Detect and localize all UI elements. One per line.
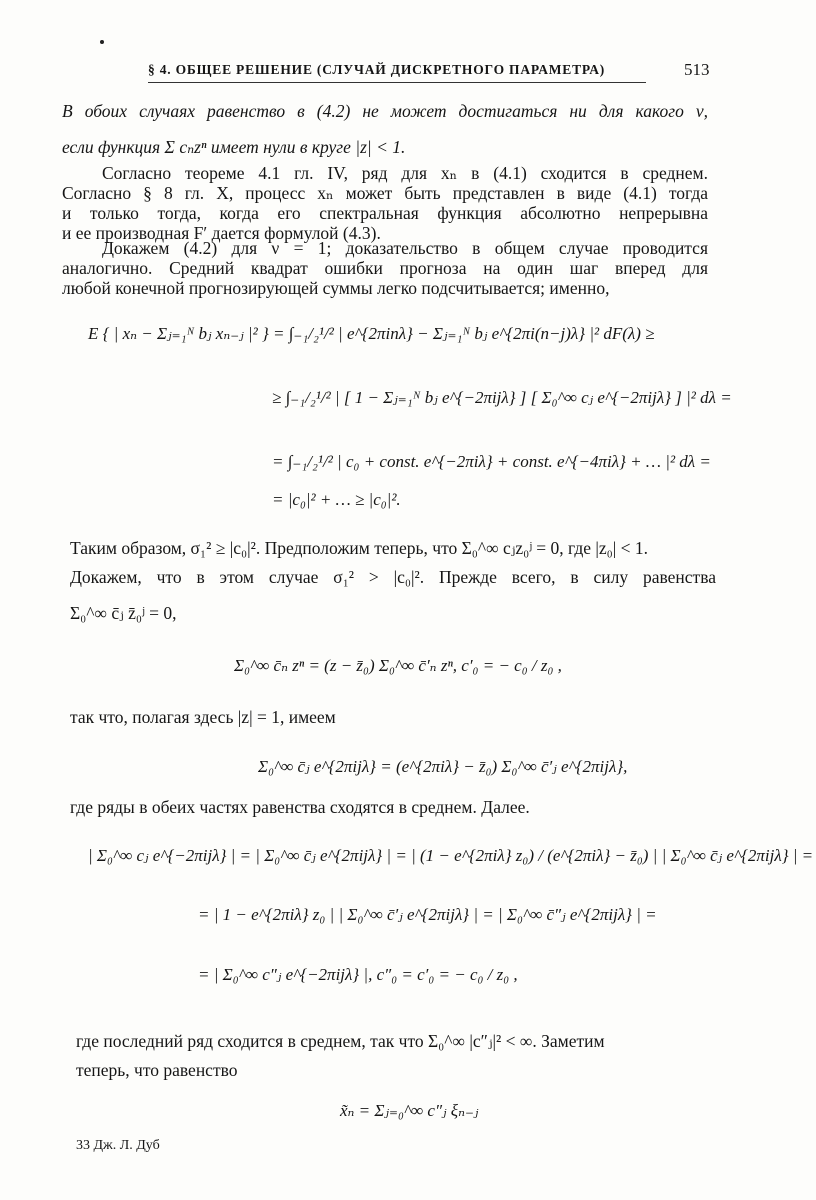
theorem-line-1: В обоих случаях равенство в (4.2) не может достигаться ни для какого ν, — [62, 101, 708, 121]
equation-1-line-1: E { | xₙ − Σⱼ₌₁ᴺ bⱼ xₙ₋ⱼ |² } = ∫₋₁/₂¹/² | e^{2πinλ} − Σⱼ₌₁ᴺ bⱼ e^{2πi(n−j)λ} |² dF(λ) ≥ — [88, 324, 655, 343]
equation-4-line-1: | Σ₀^∞ cⱼ e^{−2πijλ} | = | Σ₀^∞ c̄ⱼ e^{2πijλ} | = | (1 − e^{2πiλ} z₀) / (e^{2πiλ} − z̄₀) | | Σ₀^∞ c̄ⱼ e^{2πijλ} | = — [88, 846, 814, 865]
paragraph-4-line-3: Σ₀^∞ c̄ⱼ z̄₀ʲ = 0, — [70, 603, 177, 623]
paragraph-5: так что, полагая здесь |z| = 1, имеем — [70, 707, 336, 727]
paragraph-3-line-2: аналогично. Средний квадрат ошибки прогноза на один шаг вперед для — [62, 258, 708, 278]
paragraph-2-line-3: и только тогда, когда его спектральная функция абсолютно непрерывна — [62, 203, 708, 223]
header-rule — [148, 82, 646, 83]
paragraph-6: где ряды в обеих частях равенства сходятся в среднем. Далее. — [70, 797, 530, 817]
equation-1-line-4: = |c₀|² + … ≥ |c₀|². — [272, 490, 401, 509]
paragraph-3-line-3: любой конечной прогнозирующей суммы легко подсчитывается; именно, — [62, 278, 610, 298]
page-number: 513 — [684, 60, 710, 79]
paragraph-7-line-2: теперь, что равенство — [76, 1060, 238, 1080]
equation-3: Σ₀^∞ c̄ⱼ e^{2πijλ} = (e^{2πiλ} − z̄₀) Σ₀^∞ c̄′ⱼ e^{2πijλ}, — [258, 757, 628, 776]
equation-4-line-2: = | 1 − e^{2πiλ} z₀ | | Σ₀^∞ c̄′ⱼ e^{2πijλ} | = | Σ₀^∞ c̄″ⱼ e^{2πijλ} | = — [198, 905, 657, 924]
paragraph-4-line-2: Докажем, что в этом случае σ₁² > |c₀|². Прежде всего, в силу равенства — [70, 567, 716, 587]
paragraph-2-line-1: Согласно теореме 4.1 гл. IV, ряд для xₙ в (4.1) сходится в среднем. — [102, 163, 708, 183]
equation-1-line-3: = ∫₋₁/₂¹/² | c₀ + const. e^{−2πiλ} + const. e^{−4πiλ} + … |² dλ = — [272, 452, 711, 471]
speck-mark — [100, 40, 104, 44]
running-header — [148, 60, 788, 86]
paragraph-3-line-1: Докажем (4.2) для ν = 1; доказательство в общем случае проводится — [102, 238, 708, 258]
paragraph-4-line-1: Таким образом, σ₁² ≥ |c₀|². Предположим теперь, что Σ₀^∞ cⱼz₀ʲ = 0, где |z₀| < 1. — [70, 538, 649, 558]
running-title: § 4. ОБЩЕЕ РЕШЕНИЕ (СЛУЧАЙ ДИСКРЕТНОГО ПАРАМЕТРА) — [148, 62, 606, 77]
paragraph-2-line-2: Согласно § 8 гл. X, процесс xₙ может быть представлен в виде (4.1) тогда — [62, 183, 708, 203]
equation-2: Σ₀^∞ c̄ₙ zⁿ = (z − z̄₀) Σ₀^∞ c̄′ₙ zⁿ, c′₀ = − c₀ / z₀ , — [234, 656, 562, 675]
equation-4-line-3: = | Σ₀^∞ c″ⱼ e^{−2πijλ} |, c″₀ = c′₀ = − c₀ / z₀ , — [198, 965, 518, 984]
paragraph-2-line-4: и ее производная F′ дается формулой (4.3). — [62, 223, 381, 243]
printer-signature: 33 Дж. Л. Дуб — [76, 1138, 160, 1153]
paragraph-7-line-1: где последний ряд сходится в среднем, так что Σ₀^∞ |c″ⱼ|² < ∞. Заметим — [76, 1031, 605, 1051]
equation-1-line-2: ≥ ∫₋₁/₂¹/² | [ 1 − Σⱼ₌₁ᴺ bⱼ e^{−2πijλ} ] [ Σ₀^∞ cⱼ e^{−2πijλ} ] |² dλ = — [272, 388, 732, 407]
theorem-line-2: если функция Σ cₙzⁿ имеет нули в круге |z| < 1. — [62, 137, 406, 157]
equation-5: x̃ₙ = Σⱼ₌₀^∞ c″ⱼ ξₙ₋ⱼ — [340, 1101, 479, 1120]
